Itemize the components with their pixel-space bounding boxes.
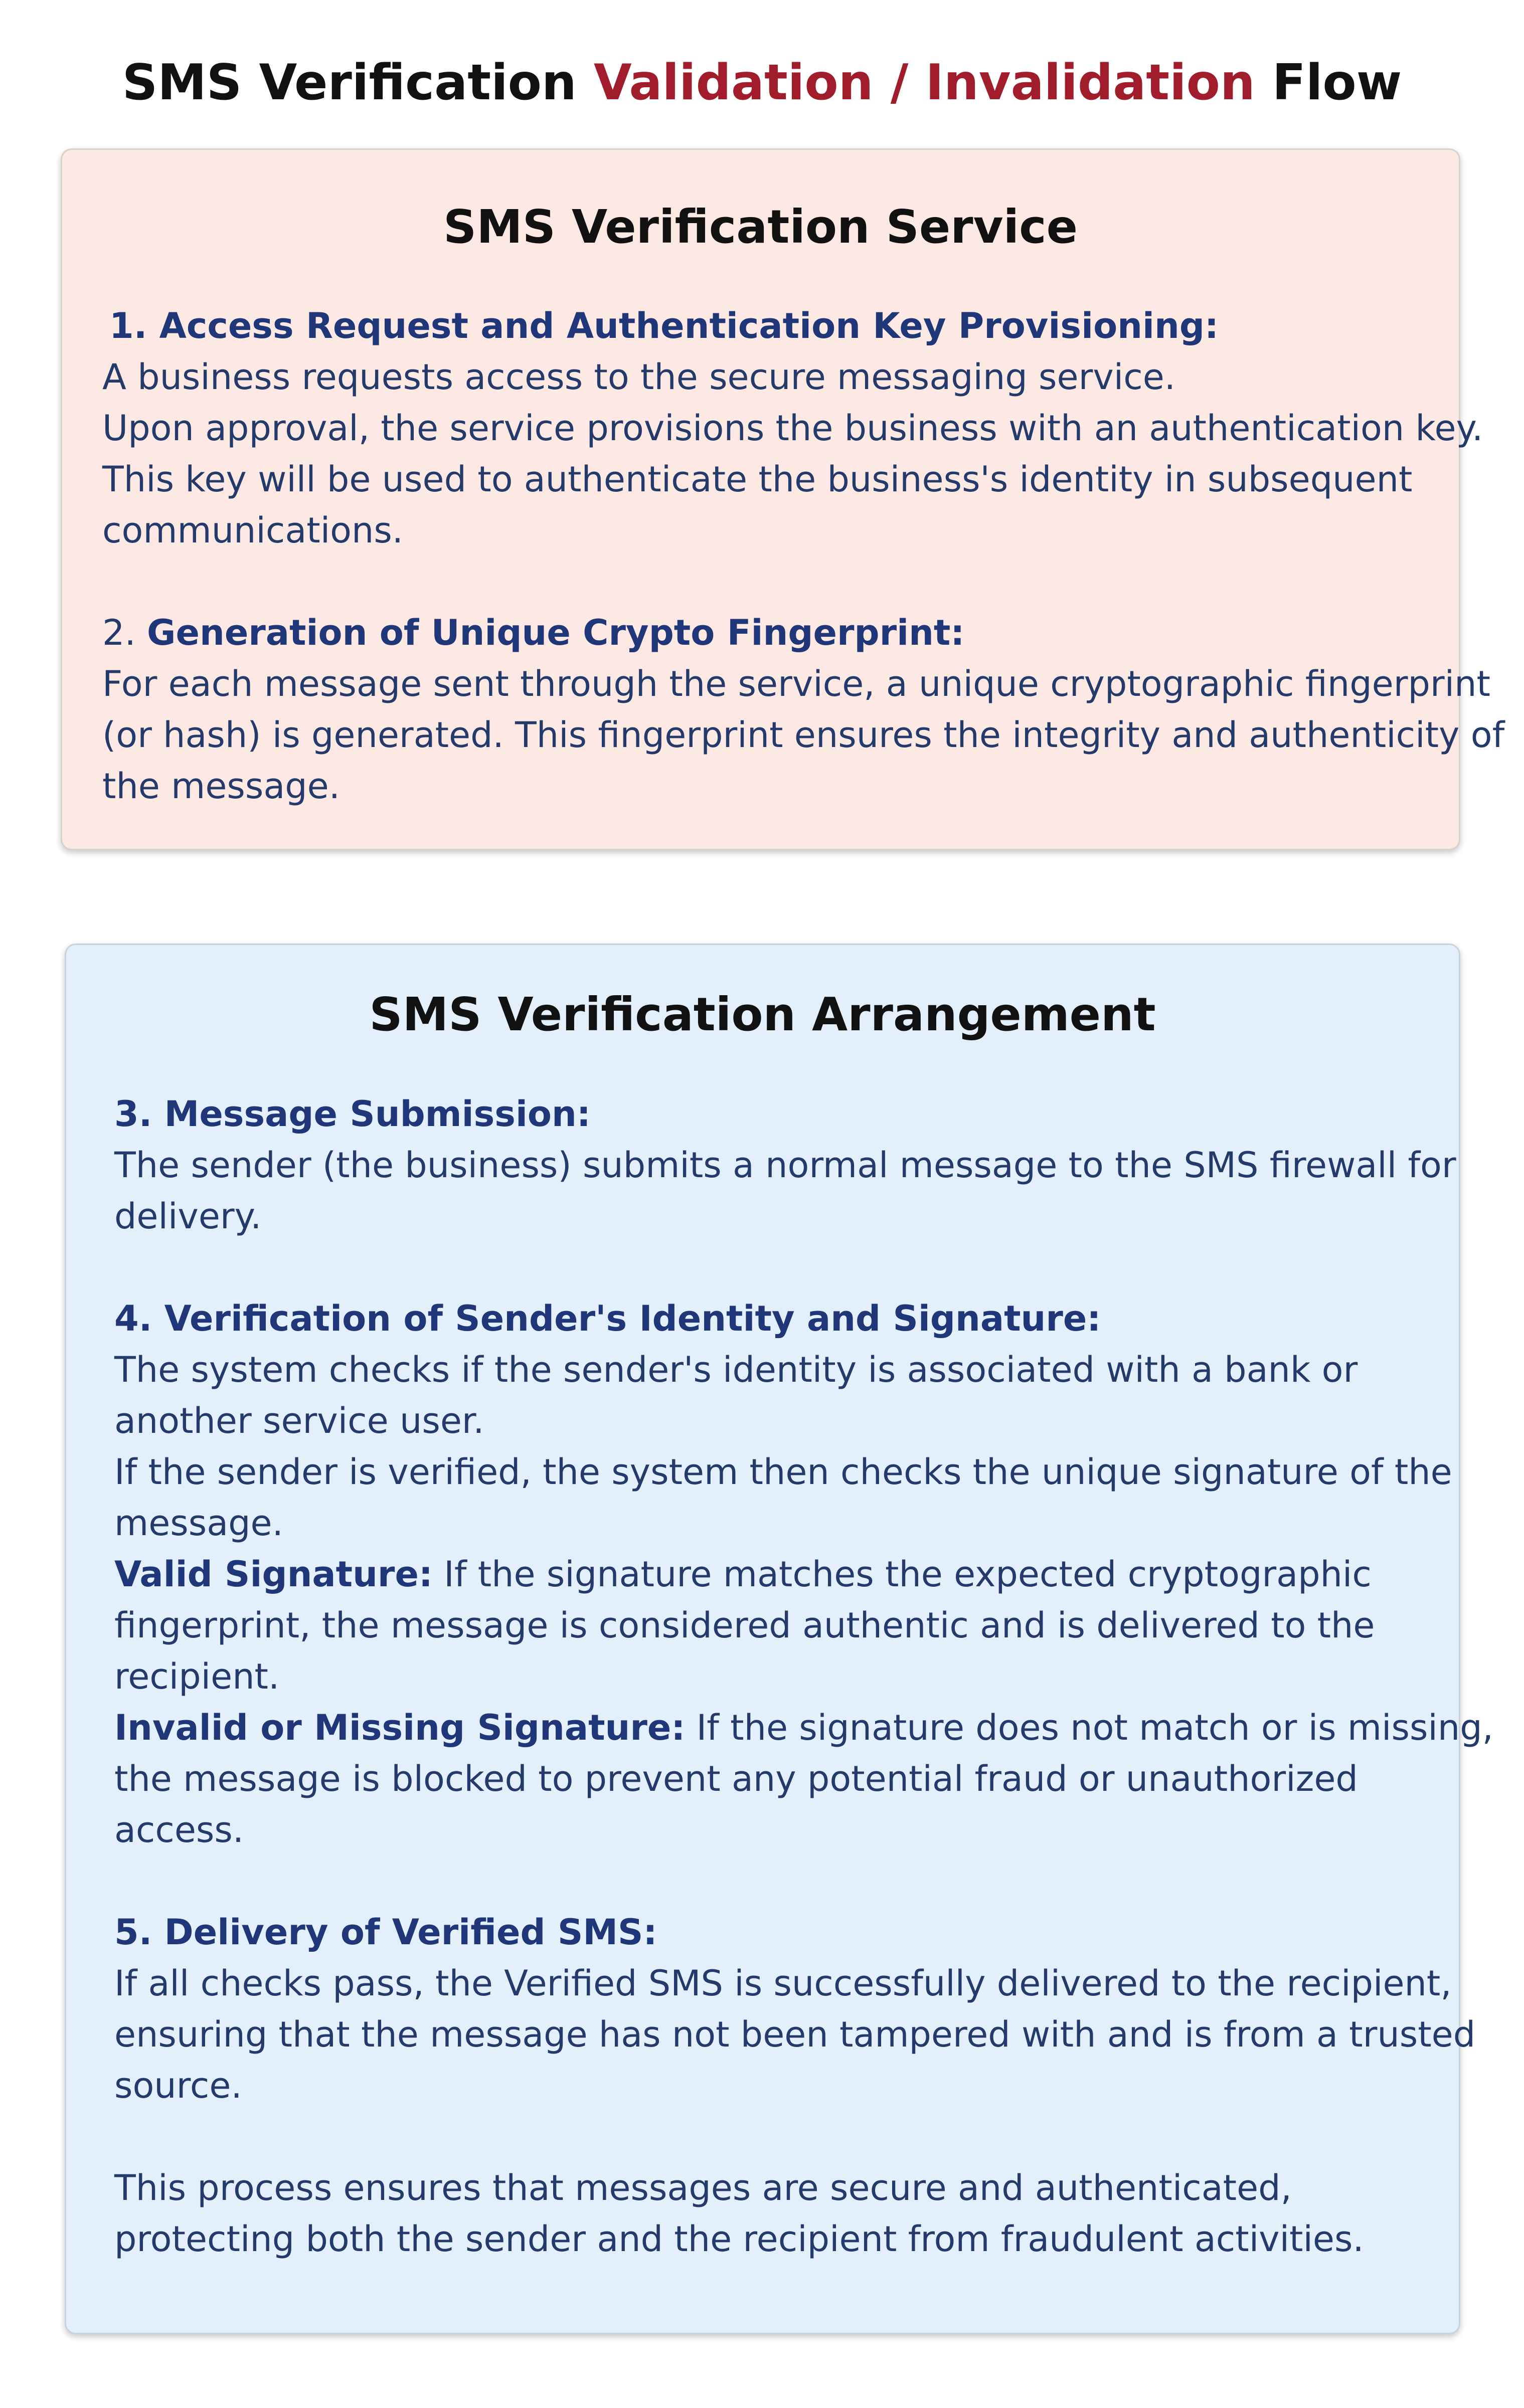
spacer <box>114 1242 1493 1293</box>
valid-signature-label: Valid Signature: <box>114 1554 433 1595</box>
step-3-line-1: The sender (the business) submits a normal message to the SMS firewall for <box>114 1145 1456 1186</box>
valid-signature-line <box>114 1549 1493 1600</box>
step-2-number: 2. <box>102 612 147 653</box>
step-2-line-2: (or hash) is generated. This fingerprint ensures the integrity and authenticity of <box>102 714 1505 756</box>
step-1-line-3: This key will be used to authenticate the business's identity in subsequent <box>102 459 1413 500</box>
closing-line-2: protecting both the sender and the recipient from fraudulent activities. <box>114 2218 1364 2260</box>
arrangement-panel-heading: SMS Verification Arrangement <box>369 988 1156 1041</box>
step-2-line-1: For each message sent through the service, a unique cryptographic fingerprint <box>102 663 1490 704</box>
step-5-line-2: ensuring that the message has not been tampered with and is from a trusted <box>114 2014 1476 2055</box>
valid-signature-line-2: fingerprint, the message is considered authentic and is delivered to the <box>114 1605 1375 1646</box>
valid-signature-text: If the signature matches the expected cryptographic <box>432 1554 1372 1595</box>
service-panel-body <box>102 300 1504 812</box>
arrangement-panel-body <box>114 1088 1493 2265</box>
invalid-signature-line <box>114 1702 1493 1753</box>
step-1-line-4: communications. <box>102 510 404 551</box>
sms-verification-arrangement-panel <box>65 944 1493 2334</box>
step-5-title: 5. Delivery of Verified SMS: <box>114 1912 657 1953</box>
step-5-line-3: source. <box>114 2065 242 2106</box>
step-4-line-3: If the sender is verified, the system then checks the unique signature of the <box>114 1451 1452 1493</box>
page-title <box>0 48 1524 118</box>
step-4-line-4: message. <box>114 1503 283 1544</box>
step-3-line-2: delivery. <box>114 1196 262 1237</box>
valid-signature-line-3: recipient. <box>114 1656 280 1697</box>
step-3-title: 3. Message Submission: <box>114 1093 591 1135</box>
spacer <box>114 1856 1493 1907</box>
step-1-line-2: Upon approval, the service provisions the business with an authentication key. <box>102 408 1483 449</box>
spacer <box>114 2111 1493 2162</box>
page-title-accent: Validation / Invalidation <box>593 54 1255 111</box>
step-2-line-3: the message. <box>102 766 340 807</box>
service-panel-heading: SMS Verification Service <box>443 200 1078 254</box>
closing-line-1: This process ensures that messages are secure and authenticated, <box>114 2167 1292 2208</box>
step-4-line-1: The system checks if the sender's identity is associated with a bank or <box>114 1349 1358 1390</box>
sms-verification-service-panel <box>61 148 1505 850</box>
page-title-suffix: Flow <box>1255 54 1402 111</box>
invalid-signature-line-2: the message is blocked to prevent any potential fraud or unauthorized <box>114 1758 1358 1799</box>
step-5-line-1: If all checks pass, the Verified SMS is successfully delivered to the recipient, <box>114 1963 1452 2004</box>
step-2-title <box>102 607 1504 658</box>
step-4-line-2: another service user. <box>114 1400 484 1441</box>
spacer <box>102 556 1504 607</box>
invalid-signature-line-3: access. <box>114 1809 244 1850</box>
step-1-line-1: A business requests access to the secure messaging service. <box>102 356 1176 398</box>
step-2-title-text: Generation of Unique Crypto Fingerprint: <box>147 612 965 653</box>
invalid-signature-text: If the signature does not match or is missing, <box>685 1707 1493 1748</box>
step-1-title: 1. Access Request and Authentication Key Provisioning: <box>109 305 1219 346</box>
step-4-title: 4. Verification of Sender's Identity and Signature: <box>114 1298 1101 1339</box>
page-title-prefix: SMS Verification <box>122 54 594 111</box>
invalid-signature-label: Invalid or Missing Signature: <box>114 1707 686 1748</box>
